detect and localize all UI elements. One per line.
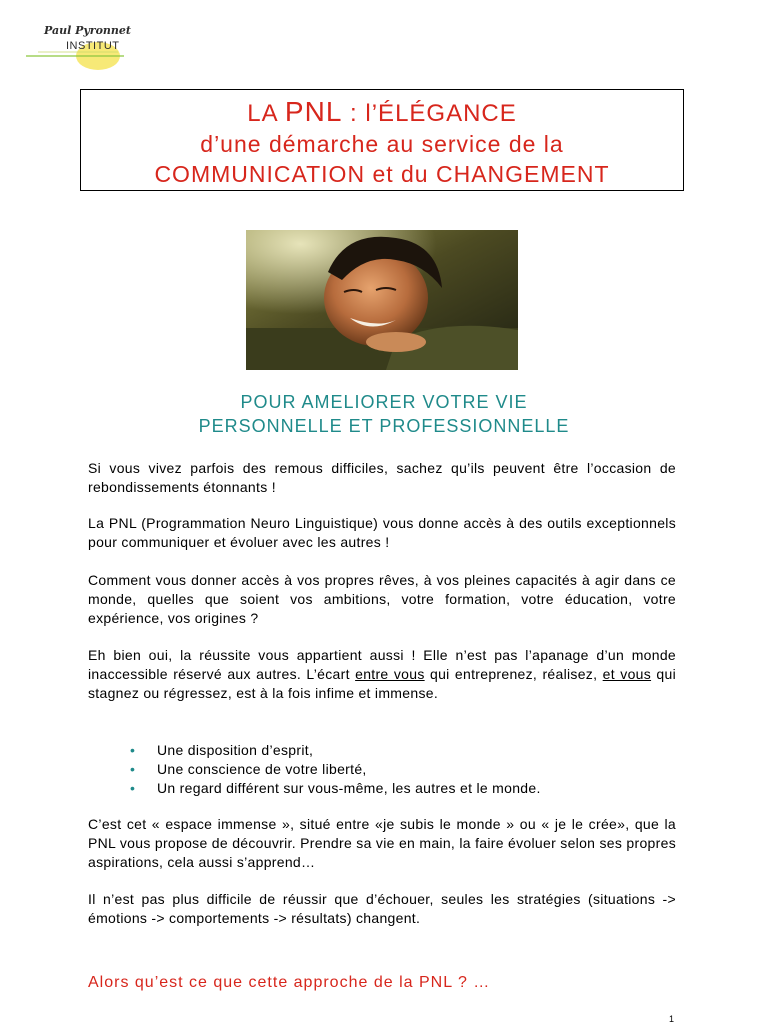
bullet-text: Une disposition d’esprit, [157, 742, 314, 758]
title-line-1 [81, 98, 683, 128]
title-line-2: d’une démarche au service de la [200, 131, 564, 157]
paragraph-6: Il n’est pas plus difficile de réussir que d’échouer, seules les stratégies (situations -> émotions -> comportements -> résultats) changent. [88, 891, 676, 926]
title-prefix: LA [247, 100, 285, 127]
list-item [130, 741, 690, 760]
title-pnl: PNL [284, 96, 343, 127]
paragraph-3: Comment vous donner accès à vos propres rêves, à vos pleines capacités à agir dans ce monde, quelles que soient vos ambitions, votre formation, votre éducation, votre expérience, vos origines ? [88, 572, 676, 626]
page-number: 1 [669, 1014, 675, 1024]
bullet-icon: • [130, 742, 136, 758]
bullet-text: Un regard différent sur vous-même, les autres et le monde. [157, 780, 541, 796]
paragraph-4-text-b: qui entreprenez, réalisez, [424, 666, 603, 682]
title-suffix: : l’ÉLÉGANCE [342, 100, 517, 127]
bullet-icon: • [130, 780, 136, 796]
smiling-man-photo [246, 230, 518, 370]
logo-name-text: Paul Pyronnet [44, 24, 131, 37]
underlined-entre-vous: entre vous [355, 666, 425, 682]
list-item [130, 760, 690, 779]
paragraph-4 [88, 646, 676, 703]
list-item [130, 779, 690, 798]
closing-question: Alors qu’est ce que cette approche de la PNL ? … [88, 974, 491, 991]
bullet-icon: • [130, 761, 136, 777]
paragraph-1: Si vous vivez parfois des remous difficiles, sachez qu’ils peuvent être l’occasion de rebondissements étonnants ! [88, 460, 676, 495]
bullet-text: Une conscience de votre liberté, [157, 761, 367, 777]
paragraph-2: La PNL (Programmation Neuro Linguistique) vous donne accès à des outils exceptionnels pour communiquer et évoluer avec les autres ! [88, 515, 676, 550]
paragraph-5: C’est cet « espace immense », situé entre «je subis le monde » ou « je le crée», que la PNL vous propose de découvrir. Prendre sa vie en main, la faire évoluer selon ses propres aspirations, cela aussi s’apprend… [88, 816, 676, 870]
logo-institut-text: INSTITUT [66, 40, 120, 52]
institute-logo [20, 22, 130, 70]
subtitle-line-1: POUR AMELIORER VOTRE VIE [240, 392, 528, 412]
paragraph-4-text-c: qui stagnez ou régressez, est à la fois infime et immense. [88, 666, 676, 701]
subtitle-line-2: PERSONNELLE ET PROFESSIONNELLE [198, 416, 570, 436]
underlined-et-vous: et vous [602, 666, 652, 682]
title-box [80, 89, 684, 191]
bullet-list [130, 741, 690, 798]
paragraph-4-text-a: Eh bien oui, la réussite vous appartient aussi ! Elle n’est pas l’apanage d’un monde inaccessible réservé aux autres. L’écart [88, 647, 676, 682]
title-line-3: COMMUNICATION et du CHANGEMENT [154, 161, 610, 187]
